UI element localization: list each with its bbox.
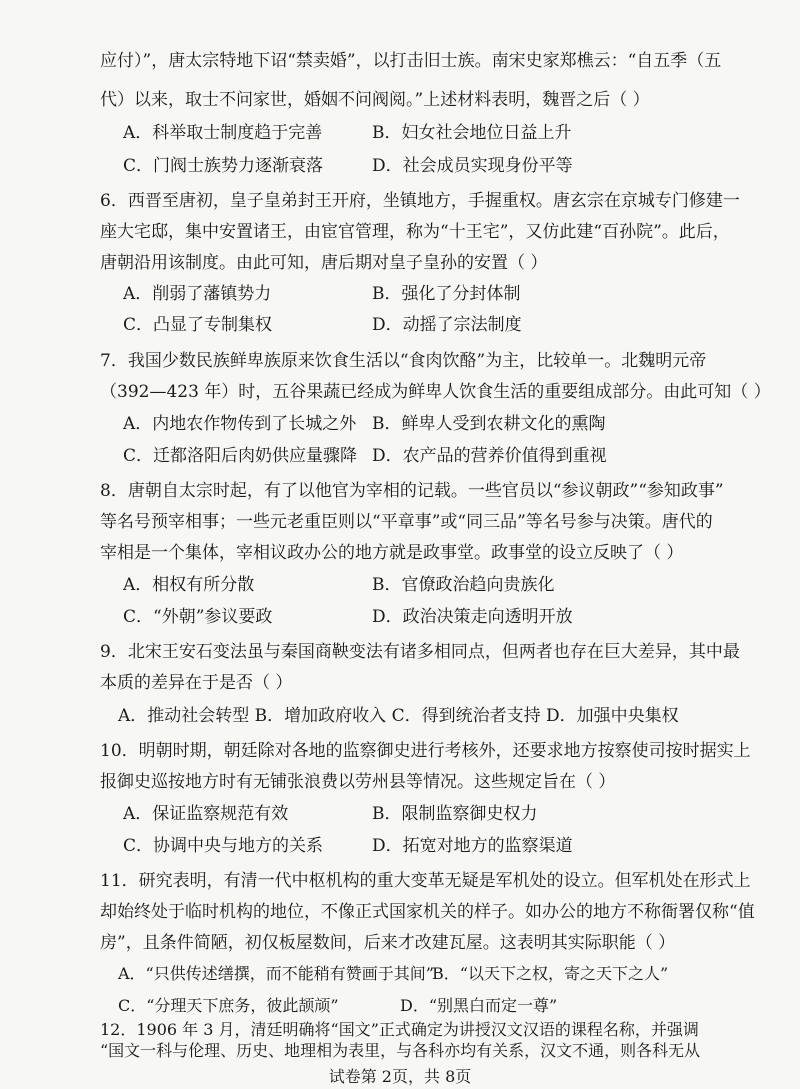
q12-text-line-2: “国文一科与伦理、历史、地理相为表里，与各科亦均有关系，汉文不通，则各科无从 xyxy=(100,1041,701,1060)
q7-option-c: C．迁都洛阳后肉奶供应量骤降 xyxy=(123,446,358,466)
q8-option-a: A．相权有所分散 xyxy=(123,575,255,595)
q5-text-line-2: 代）以来，取士不问家世，婚姻不问阀阅。”上述材料表明，魏晋之后（ ） xyxy=(100,90,650,110)
q10-text-line-1: 10．明朝时期，朝廷除对各地的监察御史进行考核外，还要求地方按察使司按时据实上 xyxy=(100,741,751,761)
q8-option-c: C．“外朝”参议要政 xyxy=(123,607,273,627)
q10-option-c: C．协调中央与地方的关系 xyxy=(123,836,324,856)
q5-option-a: A．科举取士制度趋于完善 xyxy=(123,123,323,143)
q8-text-line-3: 宰相是一个集体，宰相议政办公的地方就是政事堂。政事堂的设立反映了（ ） xyxy=(100,543,684,563)
q6-option-d: D．动摇了宗法制度 xyxy=(372,315,522,335)
page-footer: 试卷第 2页，共 8页 xyxy=(328,1067,472,1086)
q5-option-b: B．妇女社会地位日益上升 xyxy=(372,123,572,143)
q9-options: A．推动社会转型 B．增加政府收入 C．得到统治者支持 D．加强中央集权 xyxy=(118,706,679,726)
q6-option-a: A．削弱了藩镇势力 xyxy=(123,284,272,304)
q10-option-a: A．保证监察规范有效 xyxy=(123,804,289,824)
q5-text-line-1: 应付）”，唐太宗特地下诏“禁卖婚”，以打击旧士族。南宋史家郑樵云：“自五季（五 xyxy=(100,51,722,71)
q11-text-line-3: 房”，且条件简陋，初仅板屋数间，后来才改建瓦屋。这表明其实际职能（ ） xyxy=(100,933,676,953)
q8-option-d: D．政治决策走向透明开放 xyxy=(372,607,573,627)
q8-text-line-2: 等名号预宰相事；一些元老重臣则以“平章事”或“同三品”等名号参与决策。唐代的 xyxy=(100,512,713,532)
q7-option-b: B．鲜卑人受到农耕文化的熏陶 xyxy=(372,414,606,434)
q8-text-line-1: 8．唐朝自太宗时起，有了以他官为宰相的记载。一些官员以“参议朝政”“参知政事” xyxy=(100,481,724,501)
q7-option-a: A．内地农作物传到了长城之外 xyxy=(123,414,357,434)
q11-option-a: A．“只供传述缮撰，而不能稍有赞画于其间” xyxy=(118,964,434,983)
q6-option-b: B．强化了分封体制 xyxy=(372,284,521,304)
q11-text-line-1: 11．研究表明，有清一代中枢机构的重大变革无疑是军机处的设立。但军机处在形式上 xyxy=(100,871,751,891)
q11-option-c: C．“分理天下庶务，彼此颉颃” xyxy=(118,996,339,1015)
q8-option-b: B．官僚政治趋向贵族化 xyxy=(372,575,555,595)
q11-text-line-2: 却始终处于临时机构的地位，不像正式国家机关的样子。如办公的地方不称衙署仅称“值 xyxy=(100,902,755,922)
q10-text-line-2: 报御史巡按地方时有无铺张浪费以劳州县等情况。这些规定旨在（ ） xyxy=(100,772,616,792)
q6-option-c: C．凸显了专制集权 xyxy=(123,315,273,335)
q7-text-line-2: （392—423 年）时，五谷果蔬已经成为鲜卑人饮食生活的重要组成部分。由此可知（ ） xyxy=(100,382,771,402)
q9-text-line-2: 本质的差异在于是否（ ） xyxy=(100,673,293,693)
q7-option-d: D．农产品的营养价值得到重视 xyxy=(372,446,607,466)
q10-option-b: B．限制监察御史权力 xyxy=(372,804,538,824)
q6-text-line-2: 座大宅邸，集中安置诸王，由宦官管理，称为“十王宅”，又仿此建“百孙院”。此后， xyxy=(100,222,730,242)
q6-text-line-3: 唐朝沿用该制度。由此可知，唐后期对皇子皇孙的安置（ ） xyxy=(100,253,548,273)
q11-option-d: D．“别黑白而定一尊” xyxy=(400,996,558,1015)
q9-text-line-1: 9．北宋王安石变法虽与秦国商鞅变法有诸多相同点，但两者也存在巨大差异，其中最 xyxy=(100,642,740,662)
q7-text-line-1: 7．我国少数民族鲜卑族原来饮食生活以“食肉饮酪”为主，比较单一。北魏明元帝 xyxy=(100,351,707,371)
q5-option-c: C．门阀士族势力逐渐衰落 xyxy=(123,156,324,176)
q12-text-line-1: 12．1906 年 3 月，清廷明确将“国文”正式确定为讲授汉文汉语的课程名称，并强调 xyxy=(100,1020,699,1039)
q5-option-d: D．社会成员实现身份平等 xyxy=(372,156,573,176)
q10-option-d: D．拓宽对地方的监察渠道 xyxy=(372,836,573,856)
q6-text-line-1: 6．西晋至唐初，皇子皇弟封王开府，坐镇地方，手握重权。唐玄宗在京城专门修建一 xyxy=(100,191,740,211)
q11-option-b: B．“以天下之权，寄之天下之人” xyxy=(432,964,669,983)
